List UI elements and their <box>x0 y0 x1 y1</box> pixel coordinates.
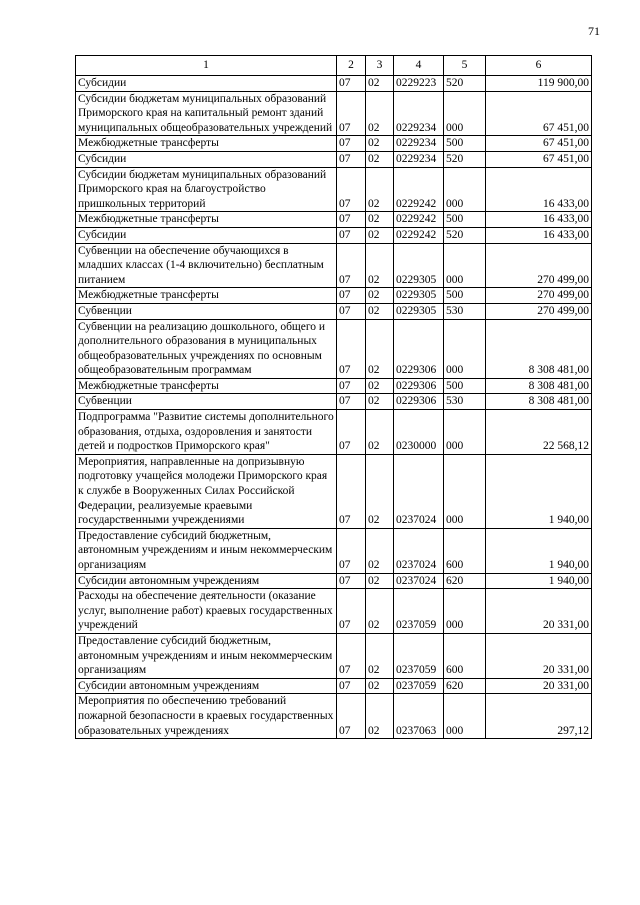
section-code: 07 <box>337 91 366 136</box>
target-article-code: 0229305 <box>394 288 444 304</box>
table-row <box>76 454 592 528</box>
row-amount: 1 940,00 <box>486 573 592 589</box>
section-code: 07 <box>337 678 366 694</box>
table-row <box>76 319 592 378</box>
target-article-code: 0229306 <box>394 319 444 378</box>
row-amount: 270 499,00 <box>486 243 592 288</box>
row-description: Субсидии бюджетам муниципальных образований Приморского края на благоустройство пришкольных территорий <box>76 167 337 212</box>
row-amount: 20 331,00 <box>486 589 592 634</box>
row-amount: 1 940,00 <box>486 528 592 573</box>
section-code: 07 <box>337 394 366 410</box>
table-row <box>76 136 592 152</box>
table-row <box>76 288 592 304</box>
subsection-code: 02 <box>366 212 394 228</box>
section-code: 07 <box>337 633 366 678</box>
subsection-code: 02 <box>366 91 394 136</box>
subsection-code: 02 <box>366 410 394 455</box>
section-code: 07 <box>337 573 366 589</box>
column-header: 4 <box>394 56 444 76</box>
subsection-code: 02 <box>366 227 394 243</box>
subsection-code: 02 <box>366 151 394 167</box>
target-article-code: 0229305 <box>394 303 444 319</box>
table-row <box>76 633 592 678</box>
row-amount: 16 433,00 <box>486 227 592 243</box>
row-description: Расходы на обеспечение деятельности (оказание услуг, выполнение работ) краевых государственных учреждений <box>76 589 337 634</box>
expense-type-code: 600 <box>444 528 486 573</box>
row-description: Субвенции на обеспечение обучающихся в младших классах (1-4 включительно) бесплатным питанием <box>76 243 337 288</box>
target-article-code: 0237063 <box>394 694 444 739</box>
row-amount: 119 900,00 <box>486 76 592 92</box>
subsection-code: 02 <box>366 589 394 634</box>
target-article-code: 0237059 <box>394 633 444 678</box>
subsection-code: 02 <box>366 378 394 394</box>
target-article-code: 0229306 <box>394 378 444 394</box>
table-row <box>76 212 592 228</box>
target-article-code: 0229306 <box>394 394 444 410</box>
section-code: 07 <box>337 319 366 378</box>
row-amount: 8 308 481,00 <box>486 378 592 394</box>
row-amount: 297,12 <box>486 694 592 739</box>
table-row <box>76 243 592 288</box>
target-article-code: 0237024 <box>394 454 444 528</box>
section-code: 07 <box>337 288 366 304</box>
target-article-code: 0237024 <box>394 528 444 573</box>
expense-type-code: 000 <box>444 694 486 739</box>
table-row <box>76 528 592 573</box>
row-description: Межбюджетные трансферты <box>76 136 337 152</box>
row-description: Предоставление субсидий бюджетным, автономным учреждениям и иным некоммерческим организациям <box>76 633 337 678</box>
table-row <box>76 694 592 739</box>
section-code: 07 <box>337 76 366 92</box>
target-article-code: 0229223 <box>394 76 444 92</box>
table-row <box>76 91 592 136</box>
table-row <box>76 151 592 167</box>
column-header: 6 <box>486 56 592 76</box>
page-number: 71 <box>588 24 600 38</box>
row-amount: 8 308 481,00 <box>486 319 592 378</box>
column-header: 3 <box>366 56 394 76</box>
row-amount: 20 331,00 <box>486 678 592 694</box>
expense-type-code: 000 <box>444 410 486 455</box>
section-code: 07 <box>337 694 366 739</box>
column-header: 2 <box>337 56 366 76</box>
table-row <box>76 167 592 212</box>
subsection-code: 02 <box>366 454 394 528</box>
table-row <box>76 410 592 455</box>
subsection-code: 02 <box>366 136 394 152</box>
table-row <box>76 227 592 243</box>
section-code: 07 <box>337 136 366 152</box>
row-description: Предоставление субсидий бюджетным, автономным учреждениям и иным некоммерческим организациям <box>76 528 337 573</box>
table-row <box>76 573 592 589</box>
row-description: Субвенции на реализацию дошкольного, общего и дополнительного образования в муниципальных общеобразовательных учреждениях по основным общеобразовательным программам <box>76 319 337 378</box>
section-code: 07 <box>337 151 366 167</box>
row-amount: 67 451,00 <box>486 136 592 152</box>
expense-type-code: 000 <box>444 167 486 212</box>
row-amount: 67 451,00 <box>486 151 592 167</box>
target-article-code: 0230000 <box>394 410 444 455</box>
target-article-code: 0237059 <box>394 678 444 694</box>
row-amount: 270 499,00 <box>486 303 592 319</box>
section-code: 07 <box>337 410 366 455</box>
table-row <box>76 76 592 92</box>
section-code: 07 <box>337 454 366 528</box>
expense-type-code: 000 <box>444 243 486 288</box>
target-article-code: 0229305 <box>394 243 444 288</box>
row-description: Субвенции <box>76 303 337 319</box>
target-article-code: 0237059 <box>394 589 444 634</box>
row-amount: 8 308 481,00 <box>486 394 592 410</box>
row-description: Субсидии автономным учреждениям <box>76 678 337 694</box>
target-article-code: 0229234 <box>394 136 444 152</box>
expense-type-code: 620 <box>444 573 486 589</box>
target-article-code: 0237024 <box>394 573 444 589</box>
section-code: 07 <box>337 589 366 634</box>
subsection-code: 02 <box>366 694 394 739</box>
section-code: 07 <box>337 528 366 573</box>
row-amount: 16 433,00 <box>486 167 592 212</box>
table-row <box>76 378 592 394</box>
row-amount: 22 568,12 <box>486 410 592 455</box>
section-code: 07 <box>337 303 366 319</box>
expense-type-code: 500 <box>444 136 486 152</box>
row-description: Субсидии <box>76 151 337 167</box>
target-article-code: 0229234 <box>394 151 444 167</box>
table-header-row <box>76 56 592 76</box>
expense-type-code: 520 <box>444 151 486 167</box>
expense-type-code: 000 <box>444 454 486 528</box>
section-code: 07 <box>337 167 366 212</box>
subsection-code: 02 <box>366 573 394 589</box>
table-row <box>76 303 592 319</box>
row-description: Субсидии <box>76 227 337 243</box>
table-row <box>76 678 592 694</box>
section-code: 07 <box>337 378 366 394</box>
row-amount: 1 940,00 <box>486 454 592 528</box>
table-row <box>76 589 592 634</box>
column-header: 1 <box>76 56 337 76</box>
subsection-code: 02 <box>366 288 394 304</box>
row-description: Подпрограмма "Развитие системы дополнительного образования, отдыха, оздоровления и занятости детей и подростков Приморского края" <box>76 410 337 455</box>
expense-type-code: 530 <box>444 394 486 410</box>
subsection-code: 02 <box>366 394 394 410</box>
expense-type-code: 520 <box>444 76 486 92</box>
row-description: Субсидии автономным учреждениям <box>76 573 337 589</box>
expense-type-code: 600 <box>444 633 486 678</box>
section-code: 07 <box>337 212 366 228</box>
expense-type-code: 000 <box>444 319 486 378</box>
subsection-code: 02 <box>366 303 394 319</box>
target-article-code: 0229234 <box>394 91 444 136</box>
row-description: Субвенции <box>76 394 337 410</box>
expense-type-code: 500 <box>444 378 486 394</box>
subsection-code: 02 <box>366 243 394 288</box>
target-article-code: 0229242 <box>394 167 444 212</box>
row-amount: 270 499,00 <box>486 288 592 304</box>
expense-type-code: 000 <box>444 91 486 136</box>
budget-table <box>75 55 592 739</box>
expense-type-code: 530 <box>444 303 486 319</box>
row-description: Мероприятия, направленные на допризывную подготовку учащейся молодежи Приморского края к службе в Вооруженных Силах Российской Федерации, реализуемые краевыми государственными учреждениями <box>76 454 337 528</box>
expense-type-code: 520 <box>444 227 486 243</box>
section-code: 07 <box>337 227 366 243</box>
subsection-code: 02 <box>366 319 394 378</box>
column-header: 5 <box>444 56 486 76</box>
target-article-code: 0229242 <box>394 212 444 228</box>
subsection-code: 02 <box>366 167 394 212</box>
row-description: Субсидии <box>76 76 337 92</box>
subsection-code: 02 <box>366 678 394 694</box>
subsection-code: 02 <box>366 633 394 678</box>
expense-type-code: 620 <box>444 678 486 694</box>
subsection-code: 02 <box>366 528 394 573</box>
subsection-code: 02 <box>366 76 394 92</box>
row-amount: 20 331,00 <box>486 633 592 678</box>
expense-type-code: 000 <box>444 589 486 634</box>
row-amount: 67 451,00 <box>486 91 592 136</box>
row-description: Мероприятия по обеспечению требований пожарной безопасности в краевых государственных образовательных учреждениях <box>76 694 337 739</box>
row-description: Межбюджетные трансферты <box>76 288 337 304</box>
row-amount: 16 433,00 <box>486 212 592 228</box>
row-description: Межбюджетные трансферты <box>76 212 337 228</box>
expense-type-code: 500 <box>444 288 486 304</box>
row-description: Субсидии бюджетам муниципальных образований Приморского края на капитальный ремонт зданий муниципальных общеобразовательных учреждений <box>76 91 337 136</box>
expense-type-code: 500 <box>444 212 486 228</box>
target-article-code: 0229242 <box>394 227 444 243</box>
section-code: 07 <box>337 243 366 288</box>
row-description: Межбюджетные трансферты <box>76 378 337 394</box>
table-row <box>76 394 592 410</box>
